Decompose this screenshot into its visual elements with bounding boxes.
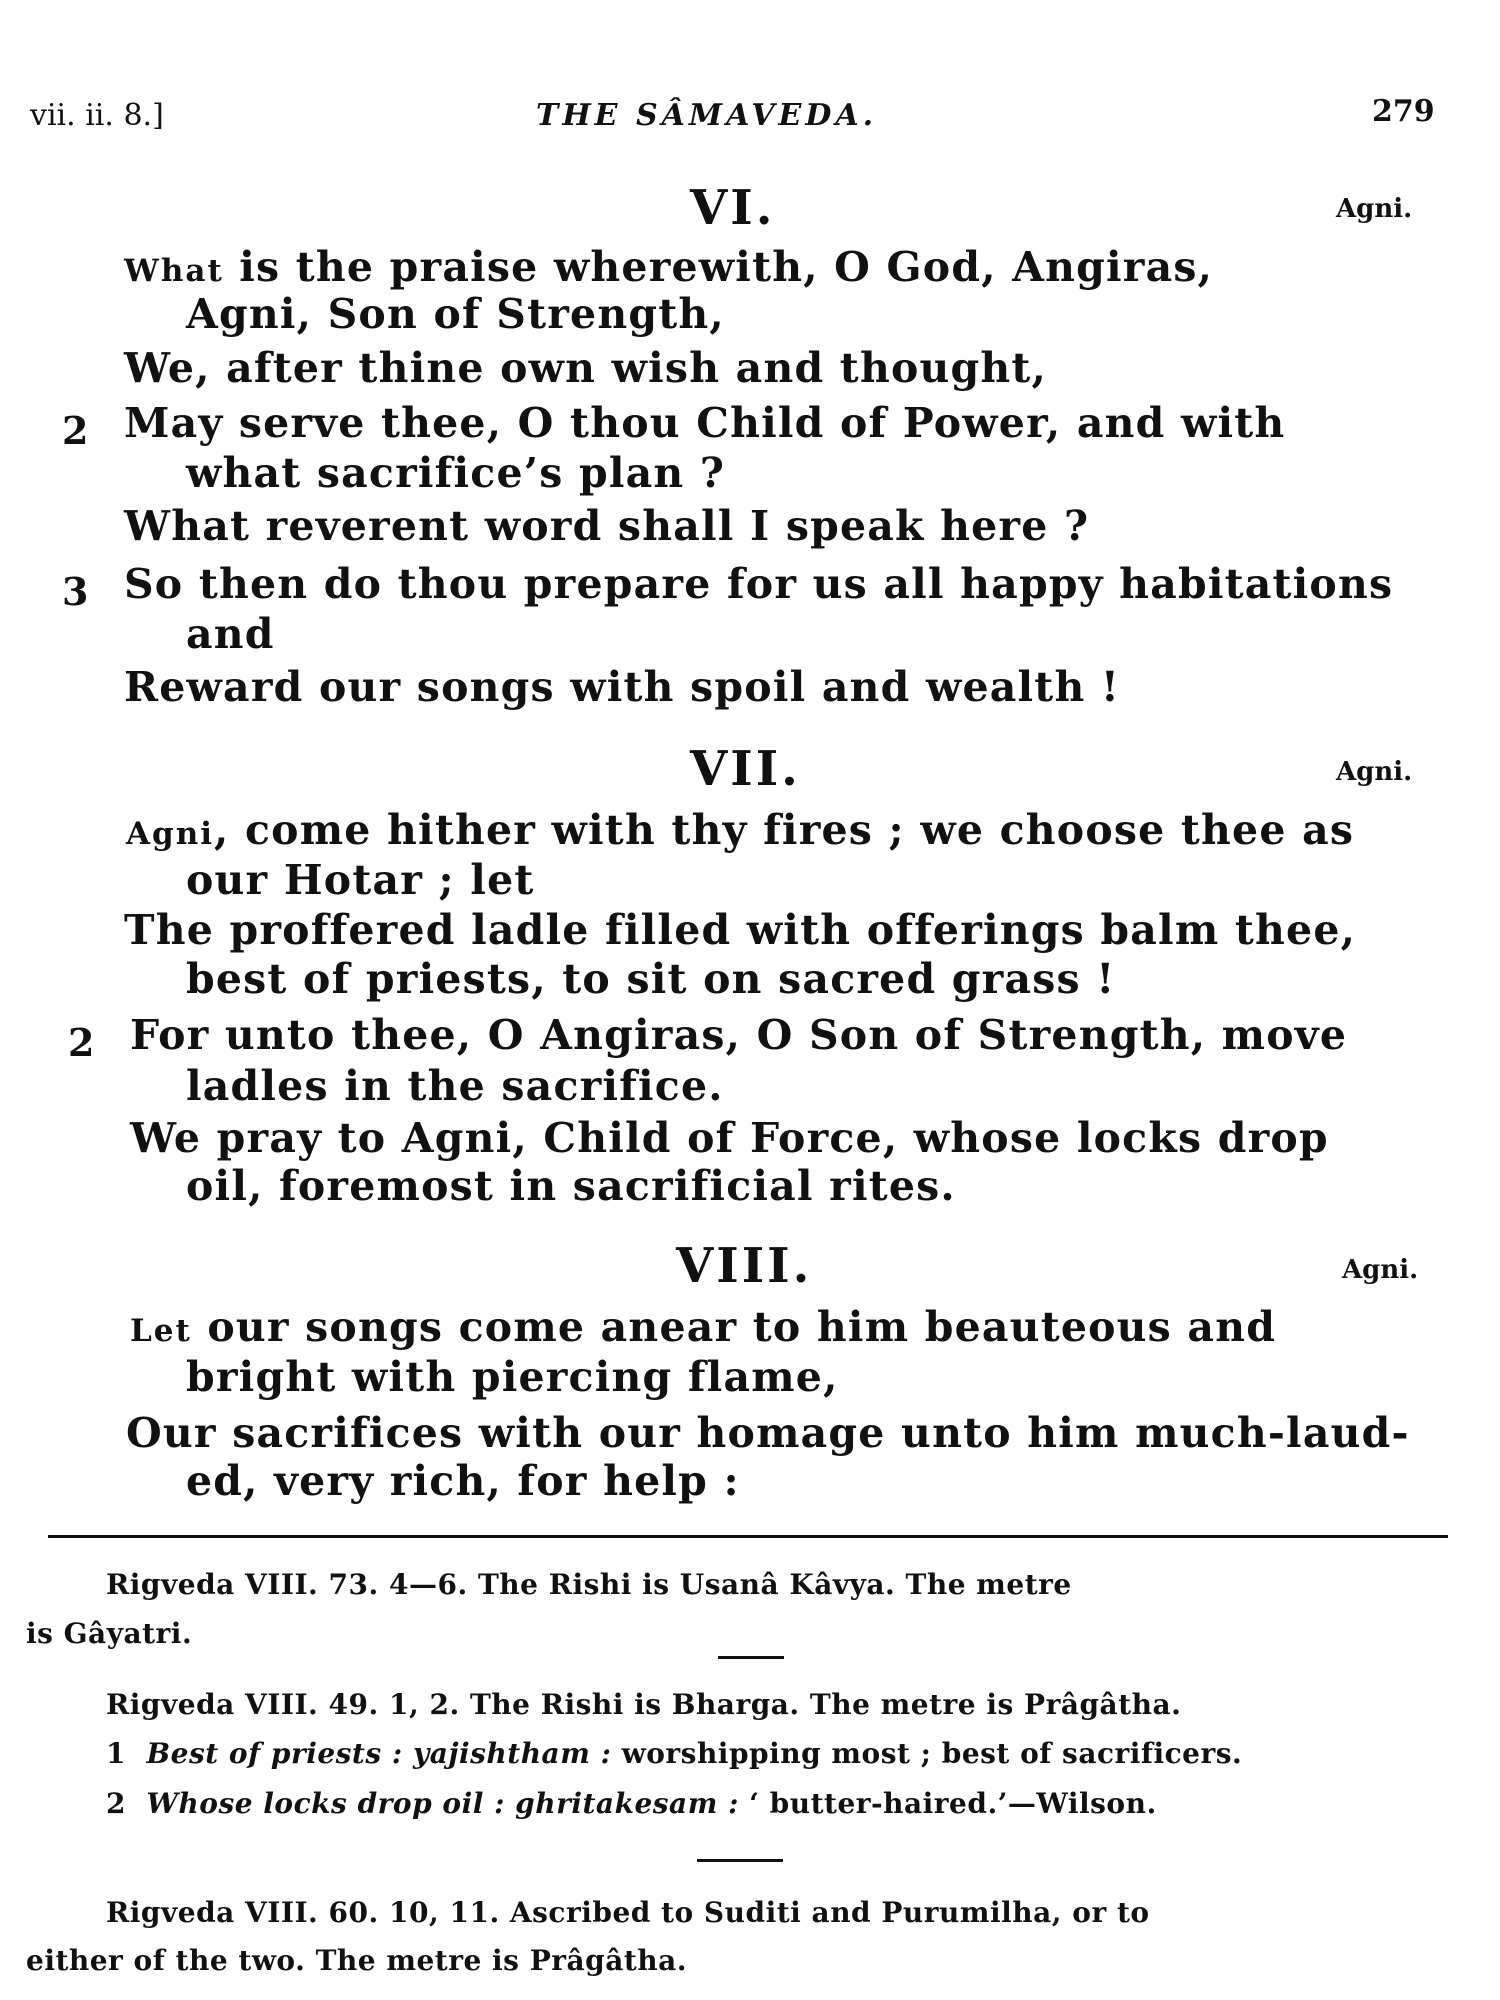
verse-line: what sacrifice’s plan ? [186, 449, 726, 497]
running-header-title: THE SÂMAVEDA. [536, 98, 878, 133]
footnote-lemma: Whose locks drop oil : ghritakesam : [146, 1787, 739, 1820]
verse-line: The proffered ladle filled with offerings balm thee, [124, 906, 1357, 954]
verse-line: What reverent word shall I speak here ? [124, 502, 1090, 550]
hymn-deity-vii: Agni. [1336, 757, 1413, 787]
footnote-divider [718, 1656, 784, 1659]
verse-number: 2 [62, 408, 89, 453]
verse-line: So then do thou prepare for us all happy habitations [124, 560, 1394, 608]
verse-line: For unto thee, O Angiras, O Son of Strength, move [130, 1011, 1348, 1059]
footnote-lemma: Best of priests : yajishtham : [146, 1737, 612, 1770]
verse-line: and [186, 610, 275, 658]
verse-line: bright with piercing flame, [186, 1353, 839, 1401]
verse-line: Agni, Son of Strength, [186, 290, 725, 338]
footnote-reference-vi-cont: is Gâyatri. [26, 1617, 193, 1650]
verse-line: We, after thine own wish and thought, [124, 344, 1047, 392]
running-header-reference: vii. ii. 8.] [30, 98, 164, 133]
verse-number: 3 [62, 569, 89, 614]
verse-line: We pray to Agni, Child of Force, whose locks drop [130, 1114, 1329, 1162]
footnote-divider [697, 1859, 783, 1862]
verse-line: best of priests, to sit on sacred grass ! [186, 955, 1116, 1003]
verse-line: our Hotar ; let [186, 856, 535, 904]
small-caps-opening: What [124, 253, 224, 289]
footnote-reference-vi: Rigveda VIII. 73. 4—6. The Rishi is Usanâ Kâvya. The metre [106, 1568, 1072, 1601]
footnote-reference-viii-cont: either of the two. The metre is Prâgâtha. [26, 1944, 688, 1977]
verse-line: ladles in the sacrifice. [186, 1062, 724, 1110]
verse-line: Our sacrifices with our homage unto him much-laud- [126, 1409, 1410, 1457]
footnote-reference-vii: Rigveda VIII. 49. 1, 2. The Rishi is Bharga. The metre is Prâgâtha. [106, 1688, 1182, 1721]
hymn-deity-vi: Agni. [1336, 194, 1413, 224]
verse-line: Agni, come hither with thy fires ; we choose thee as [126, 806, 1355, 854]
verse-number: 2 [68, 1020, 95, 1065]
verse-line: What is the praise wherewith, O God, Angiras, [124, 243, 1214, 291]
verse-line: oil, foremost in sacrificial rites. [186, 1162, 956, 1210]
verse-line: Let our songs come anear to him beauteous and [130, 1303, 1277, 1351]
verse-line: ed, very rich, for help : [186, 1457, 740, 1505]
hymn-number-viii: VIII. [676, 1238, 813, 1294]
hymn-number-vii: VII. [690, 741, 801, 797]
hymn-number-vi: VI. [690, 180, 776, 236]
footnote-note-2: 2 Whose locks drop oil : ghritakesam : ‘ butter-haired.’—Wilson. [106, 1787, 1157, 1820]
footnote-note-1: 1 Best of priests : yajishtham : worshipping most ; best of sacrificers. [106, 1737, 1243, 1770]
footnote-reference-viii: Rigveda VIII. 60. 10, 11. Ascribed to Suditi and Purumilha, or to [106, 1896, 1150, 1929]
small-caps-opening: Agni [126, 816, 215, 852]
page-number: 279 [1372, 94, 1435, 129]
verse-line: Reward our songs with spoil and wealth ! [124, 663, 1121, 711]
footnote-separator-rule [48, 1535, 1448, 1538]
hymn-deity-viii: Agni. [1342, 1255, 1419, 1285]
verse-line: May serve thee, O thou Child of Power, and with [124, 399, 1286, 447]
small-caps-opening: Let [130, 1313, 192, 1349]
